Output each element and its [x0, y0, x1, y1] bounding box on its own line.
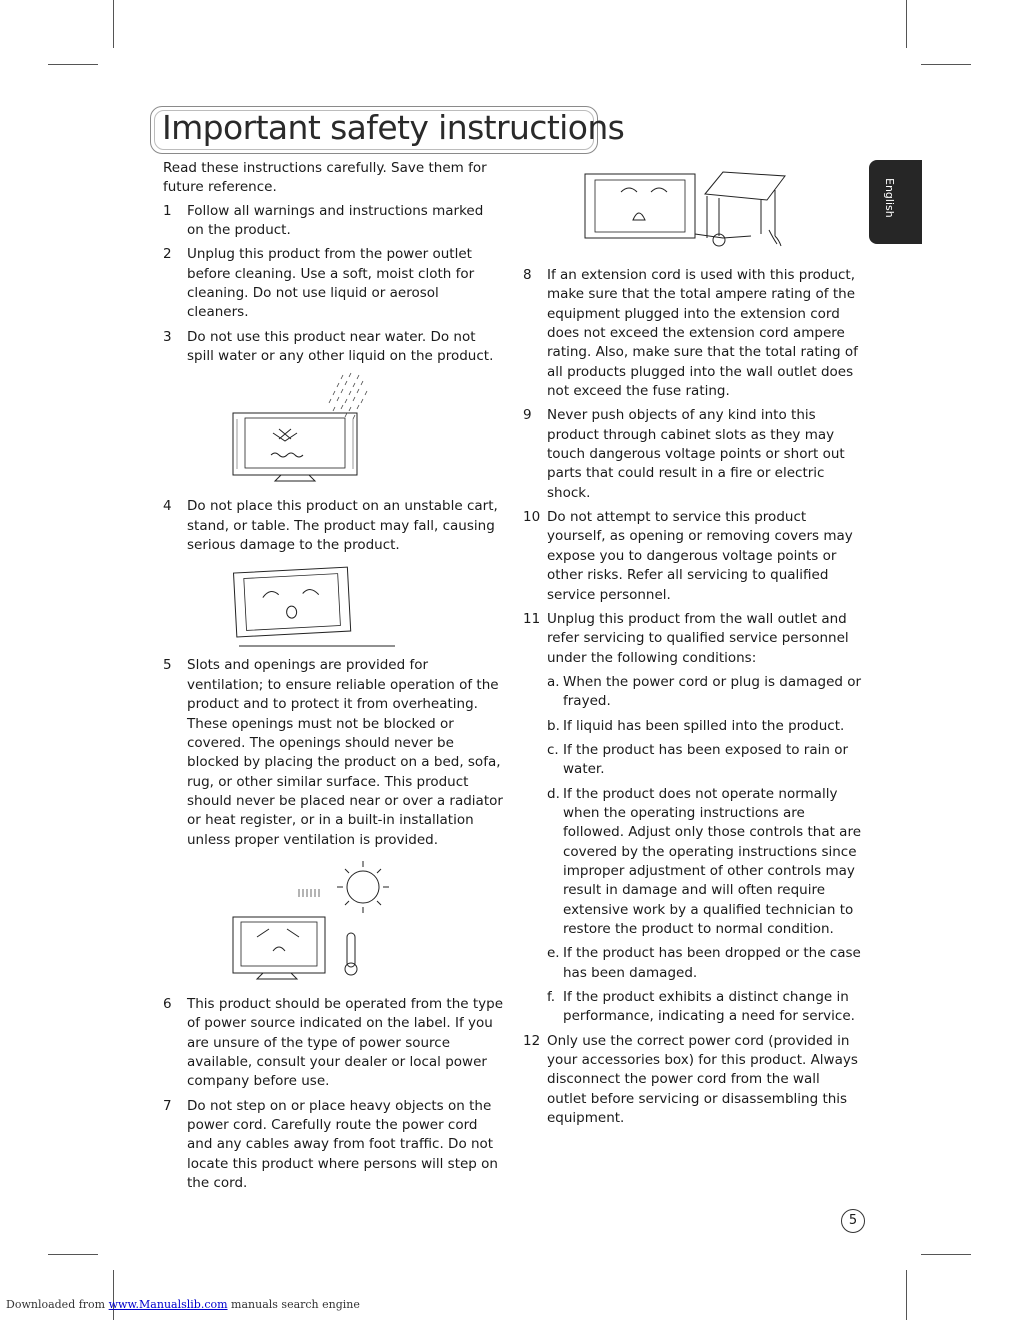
- manualslib-link[interactable]: www.Manualslib.com: [108, 1298, 228, 1311]
- left-column: [163, 159, 503, 1198]
- crop-mark: [921, 1254, 971, 1255]
- crop-mark: [906, 1270, 907, 1320]
- tv-unstable-illustration: [163, 560, 503, 656]
- condition-item: c. If the product has been exposed to rain or water.: [547, 741, 849, 778]
- instruction-item: 8 If an extension cord is used with this product, make sure that the total ampere rating of the equipment plugged into the extension cord does not exceed the extension cord ampere rating. Also, make sure that the total rating of all products plugged into the wall outlet does not exceed the fuse rating.: [523, 267, 858, 400]
- crop-mark: [48, 64, 98, 65]
- condition-item: f. If the product exhibits a distinct change in performance, indicating a need for service.: [547, 989, 855, 1025]
- condition-item: b. If liquid has been spilled into the product.: [547, 717, 845, 734]
- instruction-item: 7 Do not step on or place heavy objects on the power cord. Carefully route the power cord and any cables away from foot traffic. Do not locate this product where persons will step on the cord.: [163, 1097, 498, 1191]
- condition-item: a. When the power cord or plug is damaged or frayed.: [547, 673, 862, 710]
- tv-table-illustration: [523, 166, 863, 266]
- crop-mark: [48, 1254, 98, 1255]
- crop-mark: [921, 64, 971, 65]
- language-tab-label: English: [883, 178, 896, 218]
- condition-item: e. If the product has been dropped or the case has been damaged.: [547, 945, 861, 981]
- crop-mark: [113, 1270, 114, 1320]
- instruction-item: 9 Never push objects of any kind into this product through cabinet slots as they may touch dangerous voltage points or short out parts that could result in a fire or electric shock.: [523, 407, 845, 501]
- instruction-item: 5 Slots and openings are provided for ventilation; to ensure reliable operation of the product and to protect it from overheating. These openings must not be blocked or covered. The openings should never be blocked by placing the product on a bed, sofa, rug, or other similar surface. This product should never be placed near or over a radiator or heat register, or in a built-in installation unless proper ventilation is provided.: [163, 657, 503, 848]
- page-title: Important safety instructions: [162, 108, 625, 147]
- instruction-item: 3 Do not use this product near water. Do not spill water or any other liquid on the product.: [163, 328, 494, 365]
- tv-heat-illustration: [163, 855, 503, 995]
- condition-item: d. If the product does not operate normally when the operating instructions are followed. Adjust only those controls that are covered by the operating instructions since improper adjustment of other controls may result in damage and will often require extensive work by a qualified technician to restore the product to normal condition.: [547, 785, 862, 937]
- instruction-item: 4 Do not place this product on an unstable cart, stand, or table. The product may fall, causing serious damage to the product.: [163, 498, 498, 554]
- crop-mark: [113, 0, 114, 48]
- intro-text: Read these instructions carefully. Save them for future reference.: [163, 160, 487, 196]
- footer: Downloaded from www.Manualslib.com manuals search engine: [6, 1298, 360, 1311]
- instruction-item: 2 Unplug this product from the power outlet before cleaning. Use a soft, moist cloth for cleaning. Do not use liquid or aerosol cleaners.: [163, 246, 475, 321]
- page-number: 5: [841, 1209, 865, 1233]
- instruction-item: 6 This product should be operated from the type of power source indicated on the label. If you are unsure of the type of power source available, consult your dealer or local power company before use.: [163, 995, 504, 1090]
- instruction-item: 10 Do not attempt to service this product yourself, as opening or removing covers may expose you to dangerous voltage points or other risks. Refer all servicing to qualified service personnel.: [523, 509, 853, 603]
- instruction-item: 1 Follow all warnings and instructions marked on the product.: [163, 202, 484, 239]
- tv-rain-illustration: [163, 371, 503, 497]
- crop-mark: [906, 0, 907, 48]
- right-column: [523, 166, 863, 1133]
- instruction-item: 12 Only use the correct power cord (provided in your accessories box) for this product. Always disconnect the power cord from the wall outlet before servicing or disassembling this equipment.: [523, 1032, 858, 1127]
- instruction-item: 11 Unplug this product from the wall outlet and refer servicing to qualified service personnel under the following conditions:: [523, 610, 849, 666]
- language-tab: [869, 160, 922, 244]
